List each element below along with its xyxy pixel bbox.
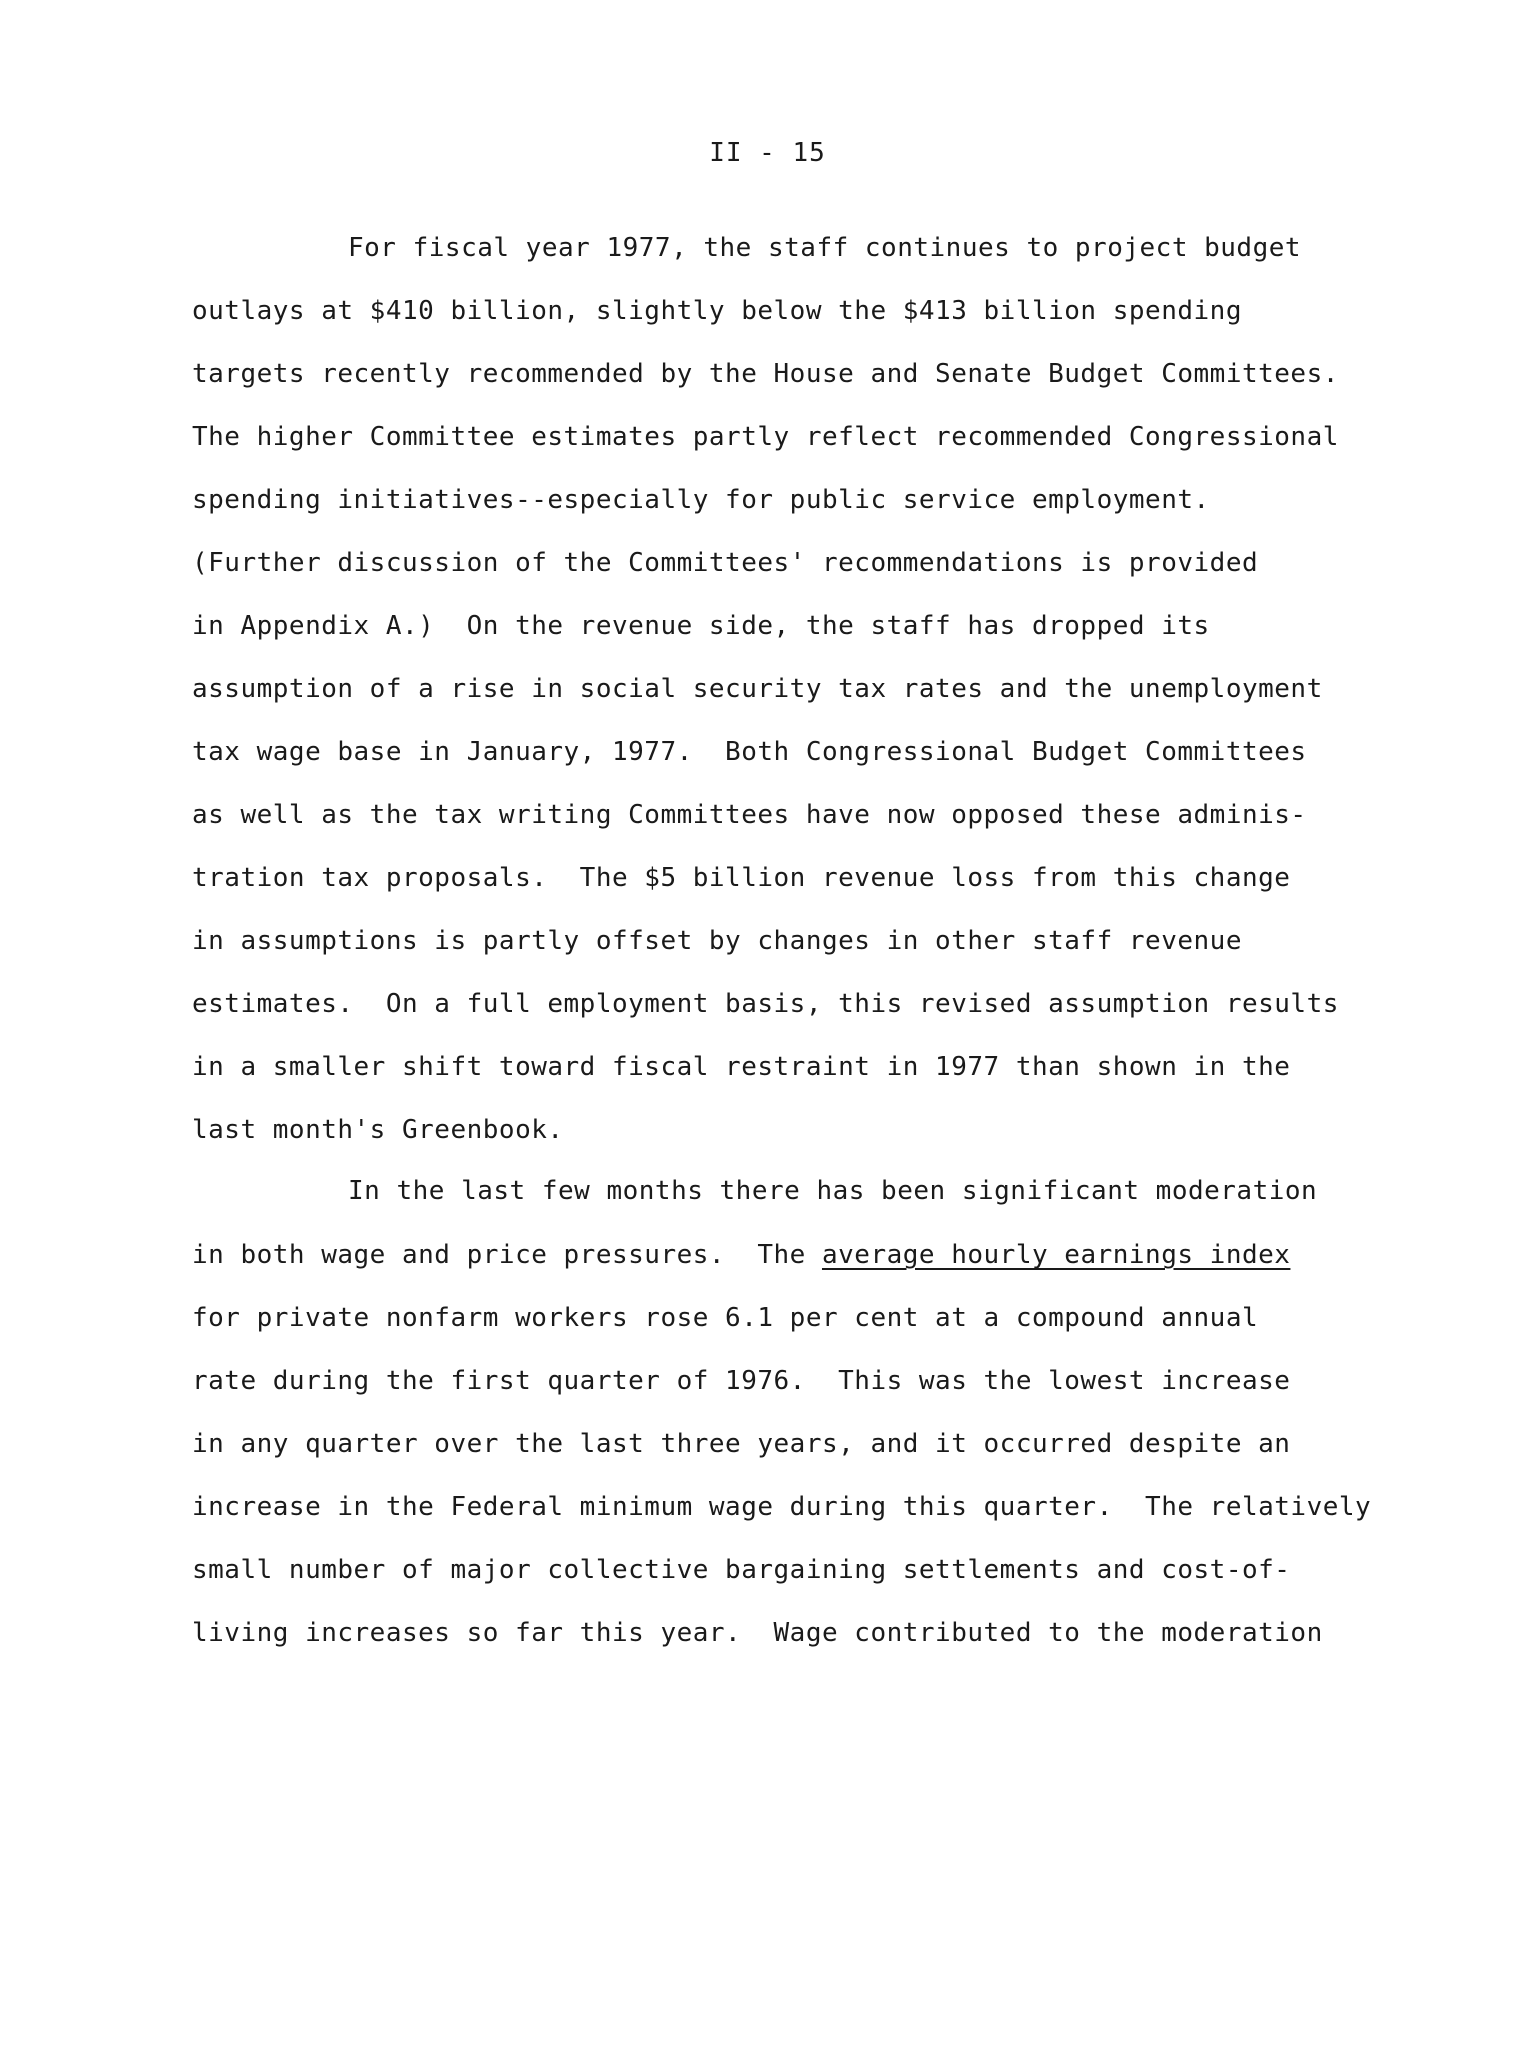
text-line: as well as the tax writing Committees have now opposed these adminis-: [192, 800, 1307, 830]
text-line: increase in the Federal minimum wage during this quarter. The relatively: [192, 1492, 1372, 1522]
text-line: [192, 1240, 1290, 1270]
text-line: outlays at $410 billion, slightly below the $413 billion spending: [192, 296, 1242, 326]
text-line: estimates. On a full employment basis, this revised assumption results: [192, 989, 1339, 1019]
text-line: for private nonfarm workers rose 6.1 per cent at a compound annual: [192, 1303, 1259, 1333]
text-line: (Further discussion of the Committees' recommendations is provided: [192, 548, 1259, 578]
text-line: tration tax proposals. The $5 billion revenue loss from this change: [192, 863, 1291, 893]
text-line: assumption of a rise in social security tax rates and the unemployment: [192, 674, 1323, 704]
text-line: For fiscal year 1977, the staff continues to project budget: [348, 233, 1302, 263]
text-line: in assumptions is partly offset by changes in other staff revenue: [192, 926, 1242, 956]
text-segment: in both wage and price pressures. The: [192, 1240, 822, 1270]
text-line: in any quarter over the last three years, and it occurred despite an: [192, 1429, 1291, 1459]
text-line: tax wage base in January, 1977. Both Congressional Budget Committees: [192, 737, 1307, 767]
text-line: In the last few months there has been significant moderation: [348, 1176, 1318, 1206]
text-line: spending initiatives--especially for public service employment.: [192, 485, 1210, 515]
page-number: II - 15: [709, 138, 826, 168]
text-line: rate during the first quarter of 1976. This was the lowest increase: [192, 1366, 1291, 1396]
text-line: last month's Greenbook.: [192, 1115, 564, 1145]
text-line: in a smaller shift toward fiscal restraint in 1977 than shown in the: [192, 1052, 1291, 1082]
text-line: small number of major collective bargaining settlements and cost-of-: [192, 1555, 1291, 1585]
text-line: targets recently recommended by the House and Senate Budget Committees.: [192, 359, 1339, 389]
text-line: living increases so far this year. Wage contributed to the moderation: [192, 1618, 1323, 1648]
text-line: in Appendix A.) On the revenue side, the staff has dropped its: [192, 611, 1210, 641]
text-line: The higher Committee estimates partly reflect recommended Congressional: [192, 422, 1339, 452]
underlined-term: average hourly earnings index: [821, 1240, 1291, 1270]
